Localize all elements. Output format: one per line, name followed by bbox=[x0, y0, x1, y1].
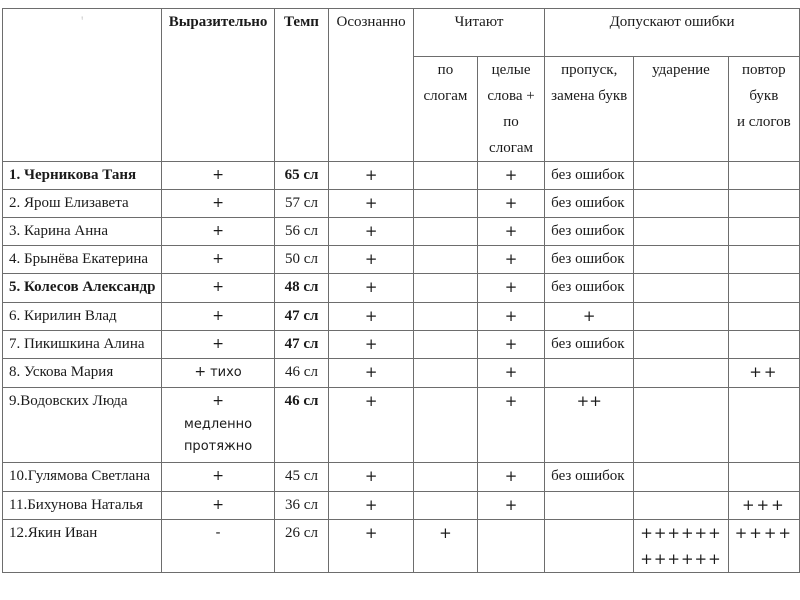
expressive-cell bbox=[162, 246, 274, 274]
table-body bbox=[3, 9, 800, 573]
stress-cell bbox=[634, 274, 728, 303]
stress-cell bbox=[634, 388, 728, 463]
expressive-mark: - bbox=[215, 525, 221, 541]
tempo-cell: 45 сл bbox=[274, 463, 329, 492]
stress-cell bbox=[634, 162, 728, 190]
expressive-cell bbox=[162, 520, 274, 573]
conscious-cell: + bbox=[329, 331, 414, 359]
stress-cell bbox=[634, 492, 728, 520]
by-syllables-cell bbox=[413, 492, 477, 520]
repeat-cell bbox=[728, 388, 799, 463]
header-conscious: Осознанно bbox=[329, 9, 414, 162]
conscious-cell: + bbox=[329, 388, 414, 463]
expressive-cell bbox=[162, 303, 274, 331]
whole-words-cell: + bbox=[477, 274, 544, 303]
table-row bbox=[3, 359, 800, 388]
whole-words-cell: + bbox=[477, 218, 544, 246]
conscious-cell: + bbox=[329, 274, 414, 303]
stress-cell bbox=[634, 246, 728, 274]
header-omission: пропуск, замена букв bbox=[545, 57, 634, 162]
stress-cell bbox=[634, 190, 728, 218]
student-name: 3. Карина Анна bbox=[3, 218, 162, 246]
student-name: 7. Пикишкина Алина bbox=[3, 331, 162, 359]
expressive-mark: + bbox=[212, 223, 224, 239]
stress-cell bbox=[634, 303, 728, 331]
omission-cell: без ошибок bbox=[545, 331, 634, 359]
table-row bbox=[3, 388, 800, 463]
whole-words-cell: + bbox=[477, 303, 544, 331]
omission-cell: без ошибок bbox=[545, 162, 634, 190]
whole-words-cell: + bbox=[477, 463, 544, 492]
whole-words-cell: + bbox=[477, 388, 544, 463]
tempo-cell: 36 сл bbox=[274, 492, 329, 520]
omission-cell bbox=[545, 520, 634, 573]
expressive-mark: + bbox=[212, 195, 224, 211]
student-name: 1. Черникова Таня bbox=[3, 162, 162, 190]
header-repeat: повтор букв и слогов bbox=[728, 57, 799, 162]
by-syllables-cell bbox=[413, 303, 477, 331]
conscious-cell: + bbox=[329, 463, 414, 492]
tempo-cell: 47 сл bbox=[274, 331, 329, 359]
table-row bbox=[3, 463, 800, 492]
expressive-cell bbox=[162, 331, 274, 359]
repeat-cell bbox=[728, 274, 799, 303]
whole-words-cell: + bbox=[477, 190, 544, 218]
whole-words-cell: + bbox=[477, 359, 544, 388]
repeat-cell bbox=[728, 331, 799, 359]
header-whole-words: целые слова + по слогам bbox=[477, 57, 544, 162]
omission-cell: + bbox=[545, 303, 634, 331]
whole-words-cell: + bbox=[477, 331, 544, 359]
omission-cell: без ошибок bbox=[545, 218, 634, 246]
expressive-mark: + bbox=[212, 468, 224, 484]
tempo-cell: 46 сл bbox=[274, 388, 329, 463]
by-syllables-cell bbox=[413, 274, 477, 303]
tempo-cell: 48 сл bbox=[274, 274, 329, 303]
omission-cell: без ошибок bbox=[545, 246, 634, 274]
by-syllables-cell bbox=[413, 359, 477, 388]
repeat-cell: ++++ bbox=[728, 520, 799, 573]
header-row-top bbox=[3, 9, 800, 57]
expressive-mark: + bbox=[212, 251, 224, 267]
tempo-cell: 56 сл bbox=[274, 218, 329, 246]
expressive-cell bbox=[162, 162, 274, 190]
table-row bbox=[3, 492, 800, 520]
omission-cell: без ошибок bbox=[545, 463, 634, 492]
repeat-cell: ++ bbox=[728, 359, 799, 388]
by-syllables-cell bbox=[413, 190, 477, 218]
whole-words-cell: + bbox=[477, 492, 544, 520]
conscious-cell: + bbox=[329, 492, 414, 520]
student-name: 4. Брынёва Екатерина bbox=[3, 246, 162, 274]
by-syllables-cell: + bbox=[413, 520, 477, 573]
omission-cell: без ошибок bbox=[545, 274, 634, 303]
tempo-cell: 47 сл bbox=[274, 303, 329, 331]
header-errors: Допускают ошибки bbox=[545, 9, 800, 57]
table-row bbox=[3, 246, 800, 274]
omission-cell bbox=[545, 492, 634, 520]
expressive-cell bbox=[162, 274, 274, 303]
expressive-mark: + bbox=[212, 279, 224, 295]
expressive-cell bbox=[162, 218, 274, 246]
conscious-cell: + bbox=[329, 303, 414, 331]
by-syllables-cell bbox=[413, 162, 477, 190]
expressive-cell bbox=[162, 388, 274, 463]
repeat-cell bbox=[728, 463, 799, 492]
conscious-cell: + bbox=[329, 218, 414, 246]
table-row bbox=[3, 162, 800, 190]
by-syllables-cell bbox=[413, 388, 477, 463]
omission-cell: ++ bbox=[545, 388, 634, 463]
conscious-cell: + bbox=[329, 520, 414, 573]
omission-cell: без ошибок bbox=[545, 190, 634, 218]
expressive-mark: + bbox=[212, 393, 224, 409]
stress-cell bbox=[634, 359, 728, 388]
student-name: 5. Колесов Александр bbox=[3, 274, 162, 303]
whole-words-cell: + bbox=[477, 162, 544, 190]
student-name: 9.Водовских Люда bbox=[3, 388, 162, 463]
repeat-cell bbox=[728, 303, 799, 331]
tempo-cell: 57 сл bbox=[274, 190, 329, 218]
expressive-cell bbox=[162, 463, 274, 492]
by-syllables-cell bbox=[413, 218, 477, 246]
student-name: 10.Гулямова Светлана bbox=[3, 463, 162, 492]
expressive-mark: + bbox=[212, 167, 224, 183]
header-expressive: Выразительно bbox=[162, 9, 274, 162]
conscious-cell: + bbox=[329, 359, 414, 388]
student-name: 12.Якин Иван bbox=[3, 520, 162, 573]
expressive-mark: + bbox=[212, 336, 224, 352]
expressive-mark: + bbox=[194, 364, 207, 380]
expressive-mark: + bbox=[212, 497, 224, 513]
repeat-cell bbox=[728, 190, 799, 218]
table-row bbox=[3, 303, 800, 331]
repeat-cell: +++ bbox=[728, 492, 799, 520]
stress-cell bbox=[634, 463, 728, 492]
by-syllables-cell bbox=[413, 246, 477, 274]
tempo-cell: 26 сл bbox=[274, 520, 329, 573]
table-row bbox=[3, 331, 800, 359]
omission-cell bbox=[545, 359, 634, 388]
tempo-cell: 46 сл bbox=[274, 359, 329, 388]
tempo-cell: 65 сл bbox=[274, 162, 329, 190]
header-corner: ' bbox=[3, 9, 162, 162]
header-stress: ударение bbox=[634, 57, 728, 162]
by-syllables-cell bbox=[413, 463, 477, 492]
whole-words-cell: + bbox=[477, 246, 544, 274]
table-row bbox=[3, 520, 800, 573]
student-name: 8. Ускова Мария bbox=[3, 359, 162, 388]
stress-cell bbox=[634, 218, 728, 246]
stress-cell: ++++++ ++++++ bbox=[634, 520, 728, 573]
by-syllables-cell bbox=[413, 331, 477, 359]
expressive-note: тихо bbox=[210, 365, 242, 380]
expressive-cell bbox=[162, 190, 274, 218]
student-name: 6. Кирилин Влад bbox=[3, 303, 162, 331]
header-tempo: Темп bbox=[274, 9, 329, 162]
table-row bbox=[3, 218, 800, 246]
expressive-cell bbox=[162, 359, 274, 388]
repeat-cell bbox=[728, 162, 799, 190]
expressive-cell bbox=[162, 492, 274, 520]
tempo-cell: 50 сл bbox=[274, 246, 329, 274]
repeat-cell bbox=[728, 246, 799, 274]
header-by-syllables: по слогам bbox=[413, 57, 477, 162]
reading-results-table bbox=[2, 8, 800, 573]
table-row bbox=[3, 274, 800, 303]
expressive-note: медленно протяжно bbox=[183, 417, 253, 454]
whole-words-cell bbox=[477, 520, 544, 573]
conscious-cell: + bbox=[329, 190, 414, 218]
student-name: 2. Ярош Елизавета bbox=[3, 190, 162, 218]
expressive-mark: + bbox=[212, 308, 224, 324]
student-name: 11.Бихунова Наталья bbox=[3, 492, 162, 520]
header-reading: Читают bbox=[413, 9, 544, 57]
conscious-cell: + bbox=[329, 162, 414, 190]
table-row bbox=[3, 190, 800, 218]
repeat-cell bbox=[728, 218, 799, 246]
stress-cell bbox=[634, 331, 728, 359]
conscious-cell: + bbox=[329, 246, 414, 274]
